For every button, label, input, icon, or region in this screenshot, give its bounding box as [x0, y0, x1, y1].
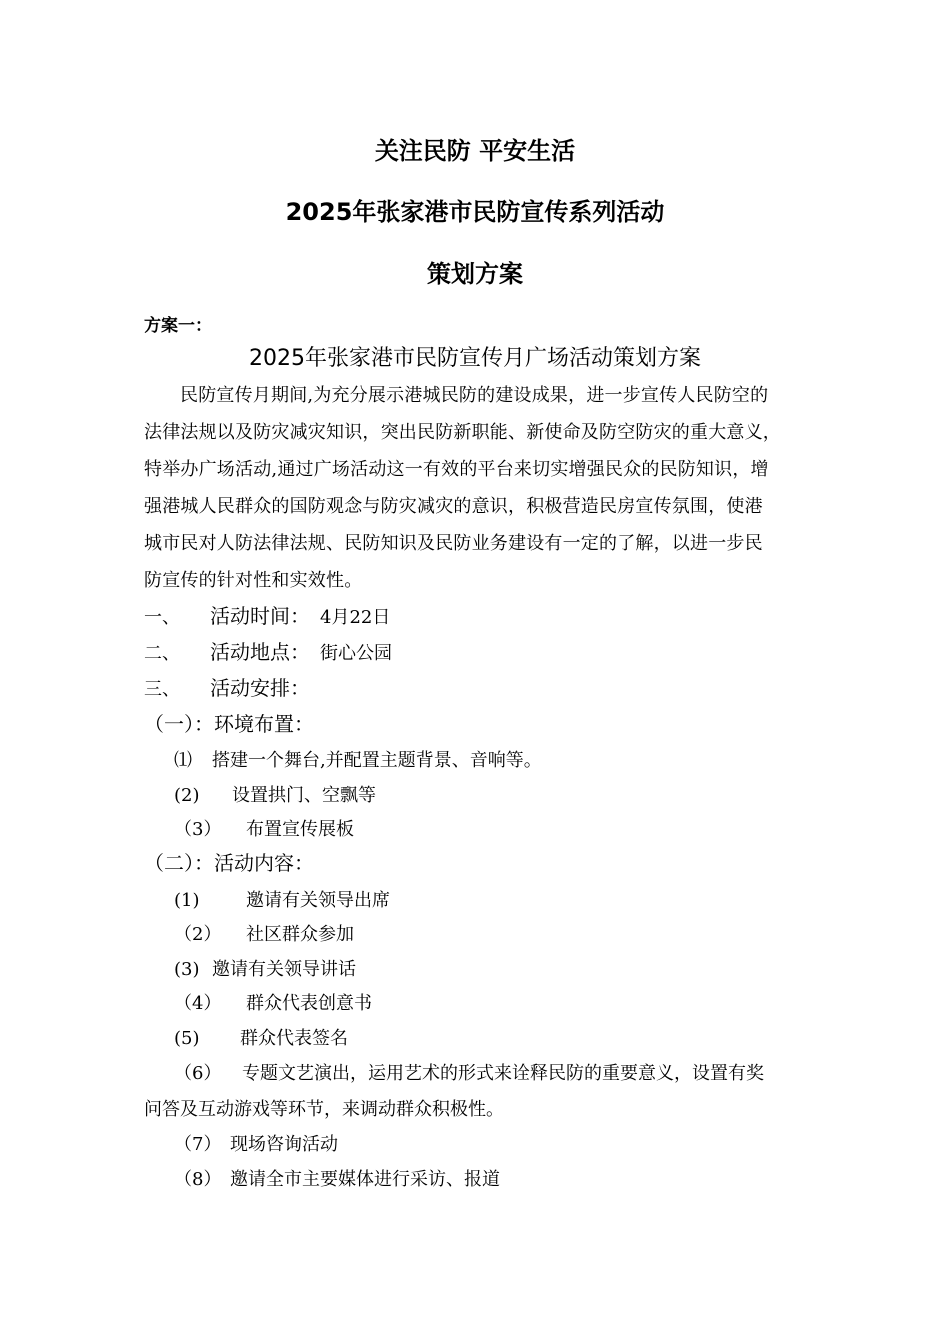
- item-text: 现场咨询活动: [230, 1134, 338, 1155]
- item-number: （3）: [174, 819, 222, 840]
- intro-line: 特举办广场活动,通过广场活动这一有效的平台来切实增强民众的民防知识，增: [144, 459, 769, 480]
- list-item: [174, 1133, 338, 1157]
- section-label: 活动地点：: [210, 640, 310, 664]
- list-item-continuation: 问答及互动游戏等环节，来调动群众积极性。: [144, 1099, 504, 1120]
- list-item: [174, 1062, 764, 1086]
- item-text: 搭建一个舞台,并配置主题背景、音响等。: [212, 750, 542, 771]
- item-number: （6）: [174, 1063, 222, 1084]
- intro-line: 强港城人民群众的国防观念与防灾减灾的意识，积极营造民房宣传氛围，使港: [144, 496, 763, 517]
- list-item: [174, 992, 372, 1016]
- list-item: [174, 749, 542, 773]
- intro-line: 城市民对人防法律法规、民防知识及民防业务建设有一定的了解，以进一步民: [144, 533, 763, 554]
- section-label: 活动时间：: [210, 604, 310, 628]
- list-item: [174, 818, 354, 842]
- title-line-3: 策划方案: [427, 260, 523, 288]
- section-number: 三、: [144, 679, 180, 700]
- plan-label: 方案一：: [144, 316, 212, 336]
- section-label: 活动安排：: [210, 676, 310, 700]
- item-number: ⑴: [174, 750, 192, 771]
- item-number: (5): [174, 1028, 200, 1049]
- list-item: [174, 1027, 348, 1051]
- item-text: 专题文艺演出，运用艺术的形式来诠释民防的重要意义，设置有奖: [242, 1063, 764, 1084]
- section-value: 4月22日: [320, 607, 391, 628]
- intro-line: 民防宣传月期间,为充分展示港城民防的建设成果，进一步宣传人民防空的: [180, 385, 769, 406]
- subsection-heading-content: （二）：活动内容：: [144, 851, 314, 875]
- list-item: [174, 958, 356, 982]
- section-number: 二、: [144, 643, 180, 664]
- item-number: (2): [174, 785, 200, 806]
- item-number: (3): [174, 959, 200, 980]
- section-arrangement: [144, 676, 310, 702]
- section-number: 一、: [144, 607, 180, 628]
- item-text: 邀请有关领导讲话: [212, 959, 356, 980]
- list-item: [174, 1168, 500, 1192]
- item-text: 邀请有关领导出席: [246, 890, 390, 911]
- item-text: 邀请全市主要媒体进行采访、报道: [230, 1169, 500, 1190]
- list-item: [174, 784, 376, 808]
- section-value: 街心公园: [320, 643, 392, 664]
- list-item: [174, 923, 354, 947]
- intro-line: 防宣传的针对性和实效性。: [144, 570, 363, 591]
- section-location: [144, 640, 392, 666]
- section-time: [144, 604, 391, 630]
- item-number: （8）: [174, 1169, 222, 1190]
- title-line-2: 2025年张家港市民防宣传系列活动: [285, 198, 665, 226]
- item-text: 布置宣传展板: [246, 819, 354, 840]
- item-number: (1): [174, 890, 200, 911]
- item-text: 群众代表签名: [240, 1028, 348, 1049]
- item-text: 设置拱门、空飘等: [232, 785, 376, 806]
- item-number: （2）: [174, 924, 222, 945]
- list-item: [174, 889, 390, 913]
- plan-title: 2025年张家港市民防宣传月广场活动策划方案: [249, 346, 701, 371]
- item-text: 群众代表创意书: [246, 993, 372, 1014]
- intro-line: 法律法规以及防灾减灾知识，突出民防新职能、新使命及防空防灾的重大意义，: [144, 422, 781, 443]
- item-number: （7）: [174, 1134, 222, 1155]
- item-text: 社区群众参加: [246, 924, 354, 945]
- title-line-1: 关注民防 平安生活: [374, 137, 576, 165]
- subsection-heading-environment: （一）：环境布置：: [144, 712, 314, 736]
- item-number: （4）: [174, 993, 222, 1014]
